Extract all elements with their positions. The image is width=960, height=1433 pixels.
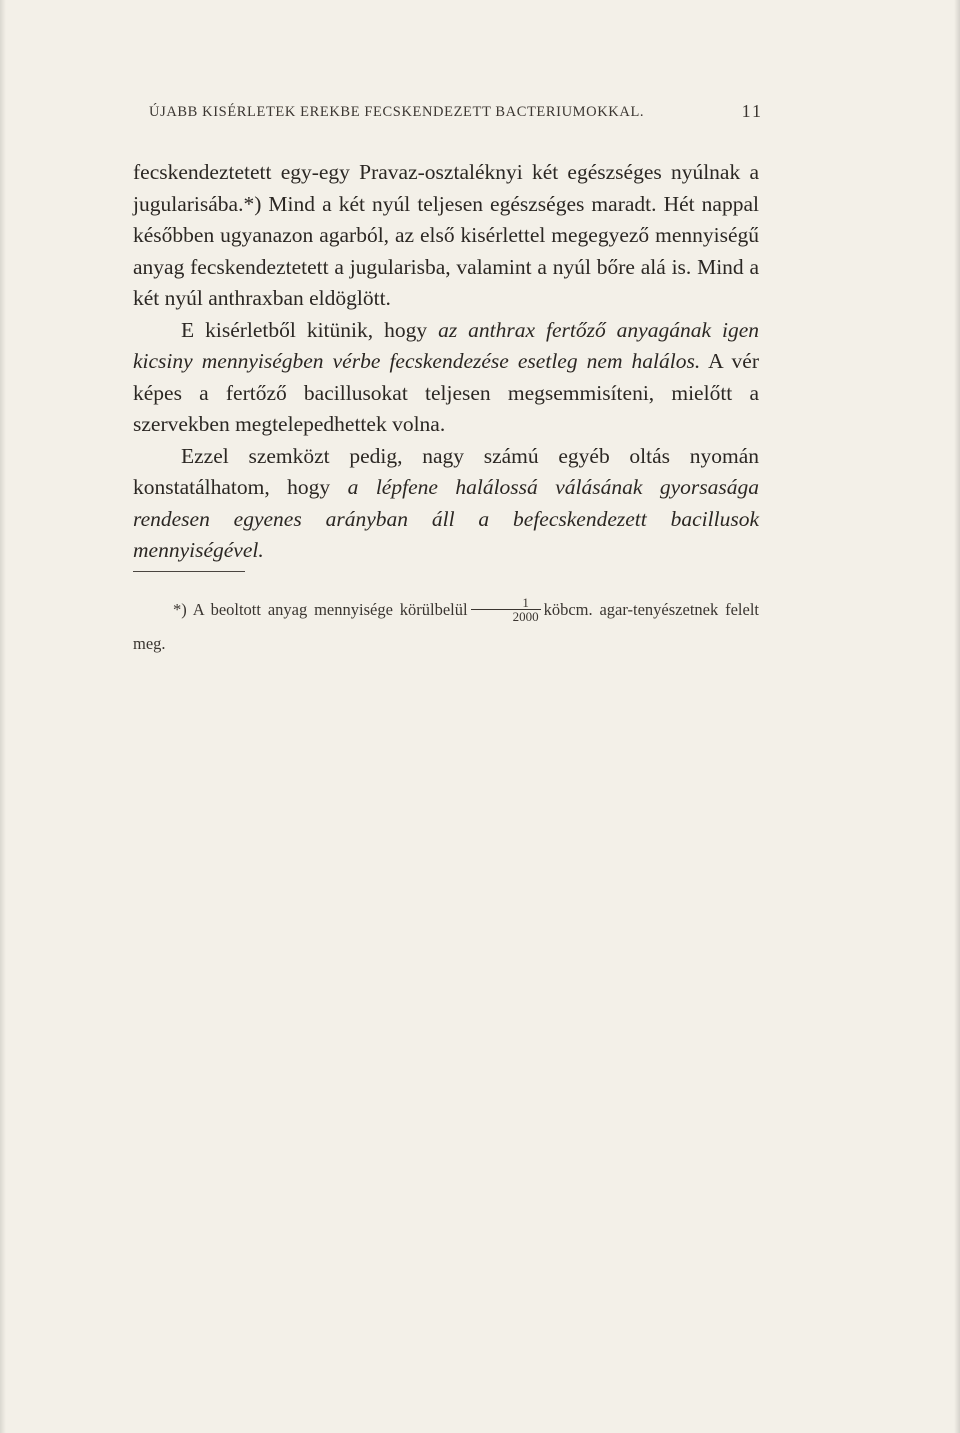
footnote-line (133, 593, 759, 661)
footnote-rule (133, 571, 245, 572)
paragraph-2-run-1: E kisérletből kitünik, hogy (181, 317, 439, 342)
page-edge-left (0, 0, 6, 1433)
body-text (133, 157, 759, 567)
paragraph-2-italic-emphasis: az anthrax fertőző anyagának igen kicsiny mennyiségben vérbe fecskendezése esetleg nem halálos. (133, 317, 760, 373)
footnote (133, 593, 759, 661)
running-head-title: ÚJABB KISÉRLETEK EREKBE FECSKENDEZETT BACTERIUMOKKAL. (149, 104, 645, 120)
paragraph-3-run-1: Ezzel szemközt pedig, nagy számú egyéb oltás nyomán konstatálhatom, hogy (133, 443, 759, 499)
footnote-marker: *) (173, 600, 187, 619)
fraction-numerator: 1 (471, 596, 541, 610)
running-head (149, 101, 763, 121)
page-edge-right (954, 0, 960, 1433)
paragraph-1-run-1: fecskendeztetett egy-egy Pravaz-osztaléknyi két egészséges nyúlnak a jugularisába.*) Mind a két nyúl teljesen egészséges maradt. Hét nappal későbben ugyanazon agarból, az első kisérlettel megegyező mennyiségű anyag fecskendeztetett a jugularisba, valamint a nyúl bőre alá is. Mind a két nyúl anthraxban eldöglött. (133, 160, 759, 310)
paragraph-2-run-3: A vér képes a fertőző bacillusokat teljesen megsemmisíteni, mielőtt a szervekben megtelepedhettek volna. (133, 349, 759, 436)
footnote-fraction (471, 596, 541, 623)
paragraph-3 (133, 441, 759, 567)
footnote-text-before: A beoltott anyag mennyisége körülbelül (192, 600, 468, 619)
paragraph-2 (133, 315, 759, 441)
footnote-text-after: köbcm. agar-tenyészetnek felelt meg. (133, 600, 759, 653)
paragraph-3-italic-emphasis: a lépfene halálossá válásának gyorsasága rendesen egyenes arányban áll a befecskendezett bacillusok mennyiségével. (133, 475, 759, 562)
fraction-denominator: 2000 (512, 608, 539, 624)
page-number: 11 (741, 101, 763, 121)
paragraph-1 (133, 157, 759, 315)
